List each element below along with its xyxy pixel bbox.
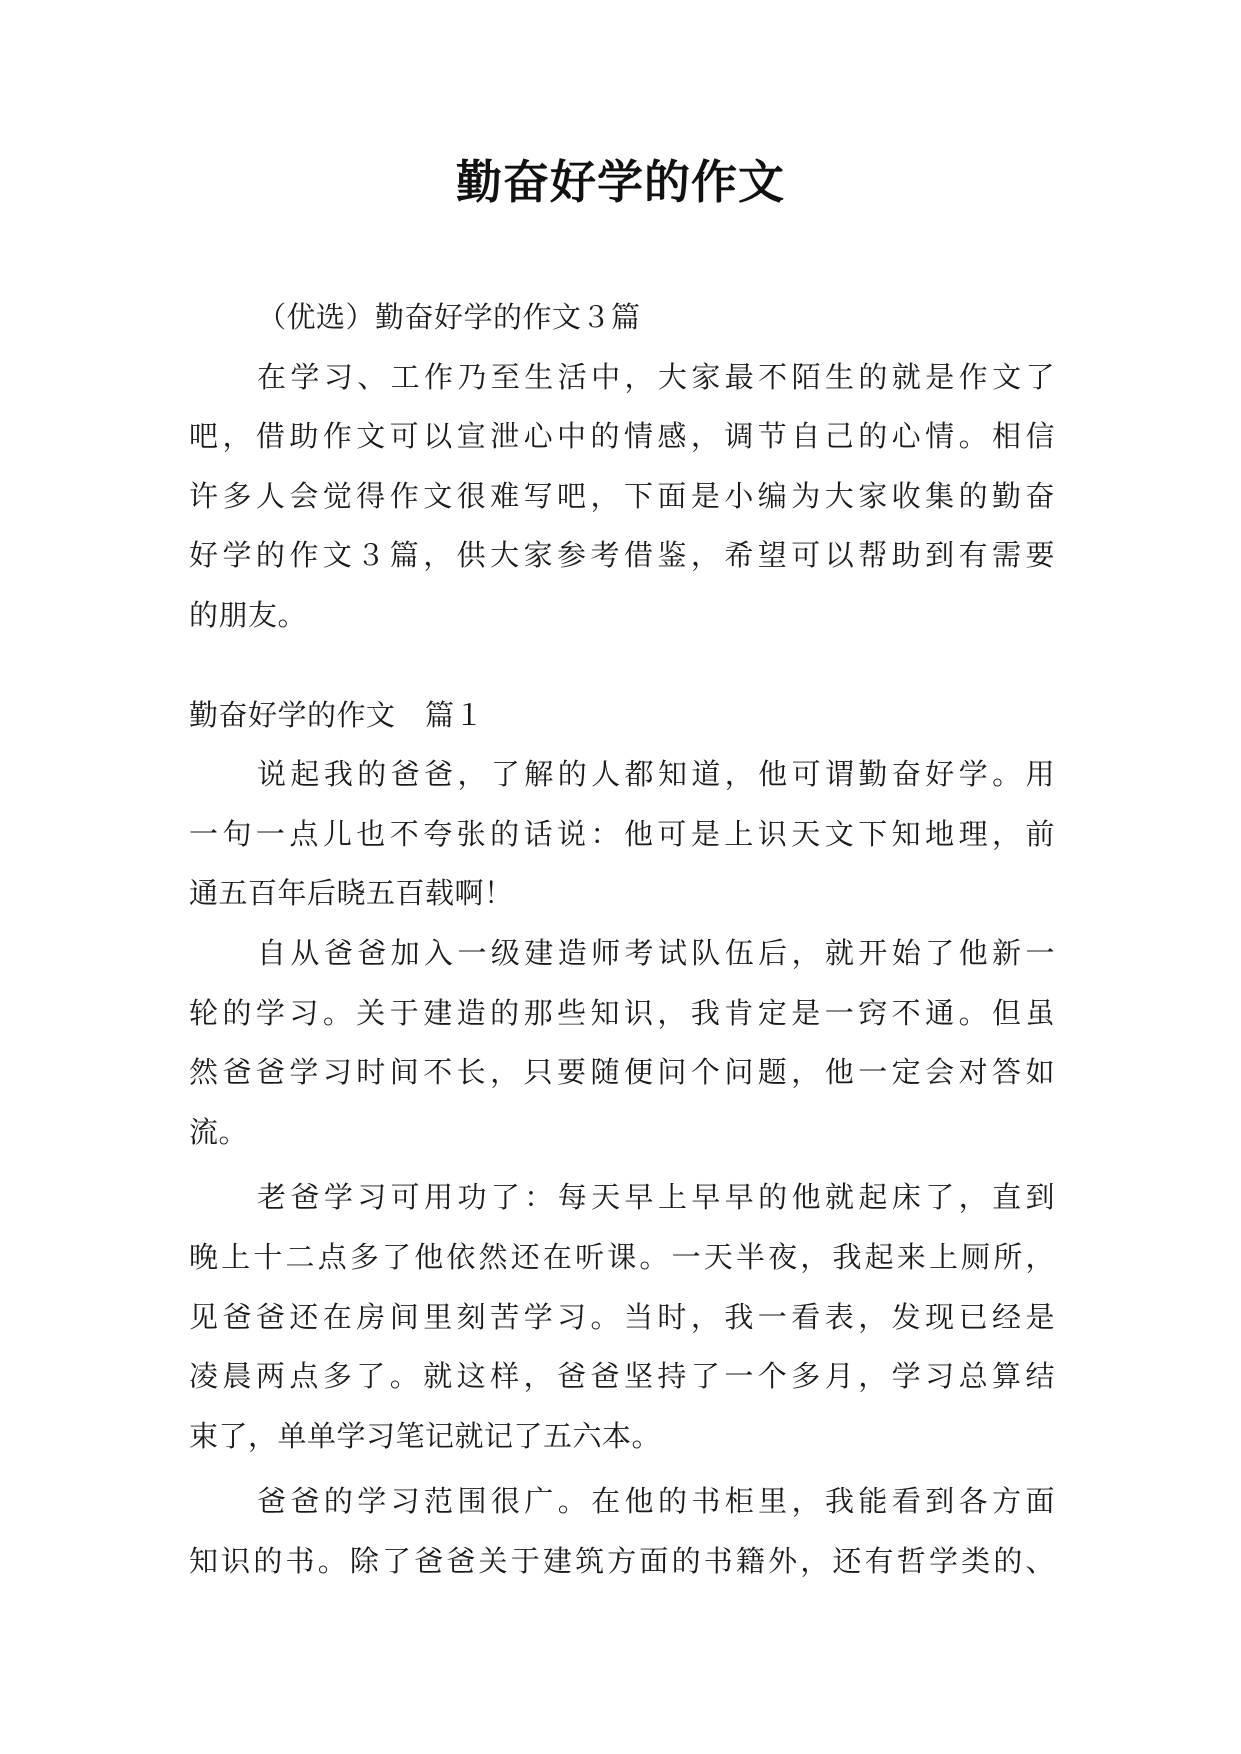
paragraph-line: 束了，单单学习笔记就记了五六本。 — [189, 1418, 662, 1453]
paragraph-line: 吧，借助作文可以宣泄心中的情感，调节自己的心情。相信 — [189, 419, 1055, 454]
intro-heading: （优选）勤奋好学的作文３篇 — [257, 300, 641, 334]
paragraph-line: 爸爸的学习范围很广。在他的书柜里，我能看到各方面 — [257, 1484, 1055, 1519]
paragraph-3 — [189, 1168, 1055, 1466]
paragraph-line: 通五百年后晓五百载啊！ — [189, 876, 514, 911]
paragraph-4 — [189, 1472, 1055, 1591]
document-body — [189, 288, 1055, 1591]
paragraph-line: 老爸学习可用功了：每天早上早早的他就起床了，直到 — [257, 1180, 1055, 1215]
paragraph-line: 自从爸爸加入一级建造师考试队伍后，就开始了他新一 — [257, 935, 1055, 970]
paragraph-line: 晚上十二点多了他依然还在听课。一天半夜，我起来上厕所， — [189, 1239, 1055, 1274]
intro-paragraph — [189, 348, 1055, 646]
paragraph-line: 流。 — [189, 1114, 249, 1149]
document-title: 勤奋好学的作文 — [456, 155, 785, 209]
paragraph-line: 一句一点儿也不夸张的话说：他可是上识天文下知地理，前 — [189, 816, 1055, 851]
paragraph-line: 在学习、工作乃至生活中，大家最不陌生的就是作文了 — [257, 359, 1055, 394]
paragraph-line: 许多人会觉得作文很难写吧，下面是小编为大家收集的勤奋 — [189, 478, 1055, 513]
paragraph-line: 的朋友。 — [189, 597, 308, 632]
paragraph-line: 然爸爸学习时间不长，只要随便问个问题，他一定会对答如 — [189, 1055, 1055, 1090]
paragraph-2 — [189, 924, 1055, 1162]
section-heading: 勤奋好学的作文 篇１ — [189, 697, 485, 732]
paragraph-line: 见爸爸还在房间里刻苦学习。当时，我一看表，发现已经是 — [189, 1299, 1055, 1334]
section-spacer — [189, 646, 1055, 686]
paragraph-line: 好学的作文３篇，供大家参考借鉴，希望可以帮助到有需要 — [189, 538, 1055, 573]
paragraph-line: 知识的书。除了爸爸关于建筑方面的书籍外，还有哲学类的、 — [189, 1543, 1055, 1578]
paragraph-line: 轮的学习。关于建造的那些知识，我肯定是一窍不通。但虽 — [189, 995, 1055, 1030]
paragraph-1 — [189, 745, 1055, 924]
paragraph-line: 凌晨两点多了。就这样，爸爸坚持了一个多月，学习总算结 — [189, 1359, 1055, 1394]
paragraph-line: 说起我的爸爸，了解的人都知道，他可谓勤奋好学。用 — [257, 757, 1055, 792]
